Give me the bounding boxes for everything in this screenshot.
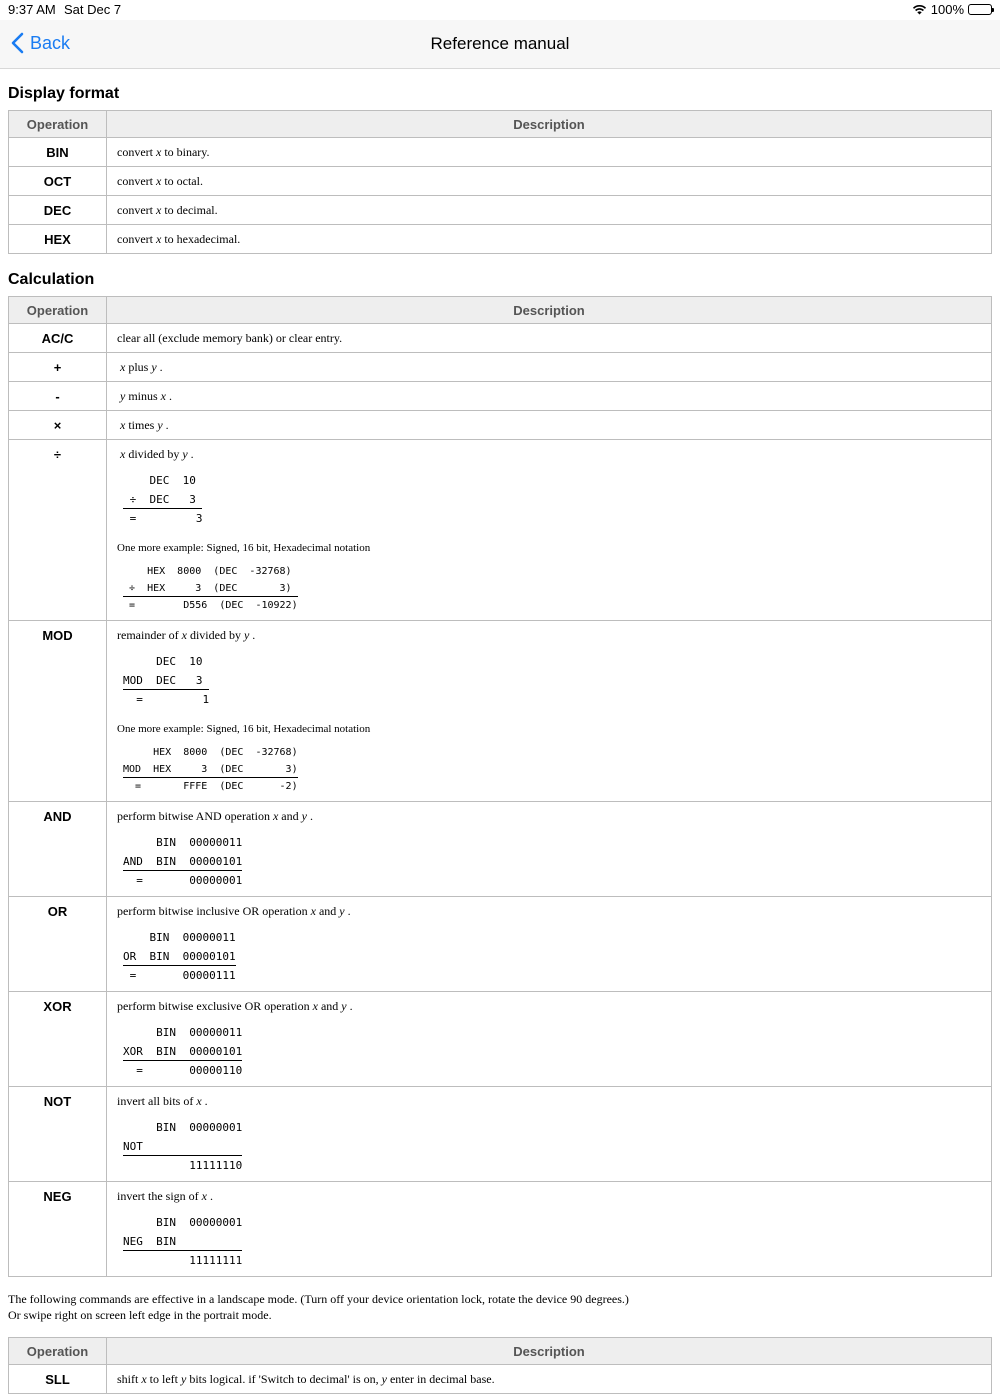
op-neg: NEG [9,1182,107,1277]
desc-oct: convert x to octal. [107,167,992,196]
neg-example: BIN 00000001 NEG BIN 11111111 [123,1216,243,1267]
desc-dec: convert x to decimal. [107,196,992,225]
op-times: × [9,411,107,440]
desc-or: perform bitwise inclusive OR operation x and y . BIN 00000011 OR BIN 00000101 = 00000111 [107,897,992,992]
table-row [9,225,992,254]
col-description: Description [107,1338,992,1365]
wifi-icon [912,4,927,15]
op-acc: AC/C [9,324,107,353]
table-row [9,992,992,1087]
op-or: OR [9,897,107,992]
landscape-note-line1: The following commands are effective in a landscape mode. (Turn off your device orientation lock, rotate the device 90 degrees.) [8,1292,629,1306]
col-description: Description [107,297,992,324]
not-example: BIN 00000001 NOT 11111110 [123,1121,243,1172]
op-oct: OCT [9,167,107,196]
op-hex: HEX [9,225,107,254]
desc-divide: x divided by y . DEC 10 ÷ DEC 3 = 3 One more example: Signed, 16 bit, Hexadecimal notation HEX 8000 (DEC -32768) ÷ HEX 3 (DEC 3) = D556 (DEC -10922) [107,440,992,621]
display-format-heading: Display format [8,85,120,102]
status-bar [0,0,1000,20]
divide-example-hex: HEX 8000 (DEC -32768) ÷ HEX 3 (DEC 3) = D556 (DEC -10922) [123,566,298,611]
mod-example: DEC 10 MOD DEC 3 = 1 [123,655,210,706]
display-format-table [8,110,992,254]
table-row [9,411,992,440]
desc-mod: remainder of x divided by y . DEC 10 MOD DEC 3 = 1 One more example: Signed, 16 bit, Hexadecimal notation HEX 8000 (DEC -32768) MOD HEX 3 (DEC 3) = FFFE (DEC -2) [107,621,992,802]
table-row [9,196,992,225]
table-row [9,353,992,382]
desc-minus: y minus x . [107,382,992,411]
divide-note: One more example: Signed, 16 bit, Hexadecimal notation [117,542,371,554]
table-row [9,621,992,802]
op-not: NOT [9,1087,107,1182]
mod-note: One more example: Signed, 16 bit, Hexadecimal notation [117,723,371,735]
landscape-note-line2: Or swipe right on screen left edge in the portrait mode. [8,1308,272,1322]
table-row [9,1365,992,1394]
op-plus: + [9,353,107,382]
desc-not: invert all bits of x . BIN 00000001 NOT 11111110 [107,1087,992,1182]
desc-neg: invert the sign of x . BIN 00000001 NEG BIN 11111111 [107,1182,992,1277]
xor-example: BIN 00000011 XOR BIN 00000101 = 00000110 [123,1026,243,1077]
desc-and: perform bitwise AND operation x and y . BIN 00000011 AND BIN 00000101 = 00000001 [107,802,992,897]
battery-percent: 100% [930,2,964,17]
table-row [9,1182,992,1277]
table-row [9,1087,992,1182]
col-operation: Operation [9,111,107,138]
op-dec: DEC [9,196,107,225]
back-label: Back [30,32,71,53]
landscape-note [8,1291,992,1323]
or-example: BIN 00000011 OR BIN 00000101 = 00000111 [123,931,236,982]
table-row [9,897,992,992]
op-minus: - [9,382,107,411]
col-description: Description [107,111,992,138]
col-operation: Operation [9,1338,107,1365]
op-xor: XOR [9,992,107,1087]
op-bin: BIN [9,138,107,167]
op-sll: SLL [9,1365,107,1394]
desc-times: x times y . [107,411,992,440]
page-title: Reference manual [430,34,570,53]
table-row [9,802,992,897]
divide-example: DEC 10 ÷ DEC 3 = 3 [123,474,203,525]
desc-xor: perform bitwise exclusive OR operation x and y . BIN 00000011 XOR BIN 00000101 = 00000110 [107,992,992,1087]
manual-content [8,70,992,1394]
battery-icon [968,4,992,15]
navigation-bar [0,20,1000,69]
status-time: 9:37 AM [8,2,56,17]
and-example: BIN 00000011 AND BIN 00000101 = 00000001 [123,836,243,887]
desc-plus: x plus y . [107,353,992,382]
status-right [912,2,992,17]
table-row [9,138,992,167]
landscape-table [8,1337,992,1394]
desc-bin: convert x to binary. [107,138,992,167]
table-row [9,440,992,621]
desc-hex: convert x to hexadecimal. [107,225,992,254]
mod-example-hex: HEX 8000 (DEC -32768) MOD HEX 3 (DEC 3) = FFFE (DEC -2) [123,747,298,792]
table-row [9,167,992,196]
table-row [9,382,992,411]
op-mod: MOD [9,621,107,802]
calculation-heading: Calculation [8,271,95,288]
op-divide: ÷ [9,440,107,621]
status-date: Sat Dec 7 [64,2,122,17]
col-operation: Operation [9,297,107,324]
calculation-table [8,296,992,1277]
op-and: AND [9,802,107,897]
desc-sll: shift x to left y bits logical. if 'Switch to decimal' is on, y enter in decimal base. [107,1365,992,1394]
table-row [9,324,992,353]
desc-acc: clear all (exclude memory bank) or clear entry. [107,324,992,353]
